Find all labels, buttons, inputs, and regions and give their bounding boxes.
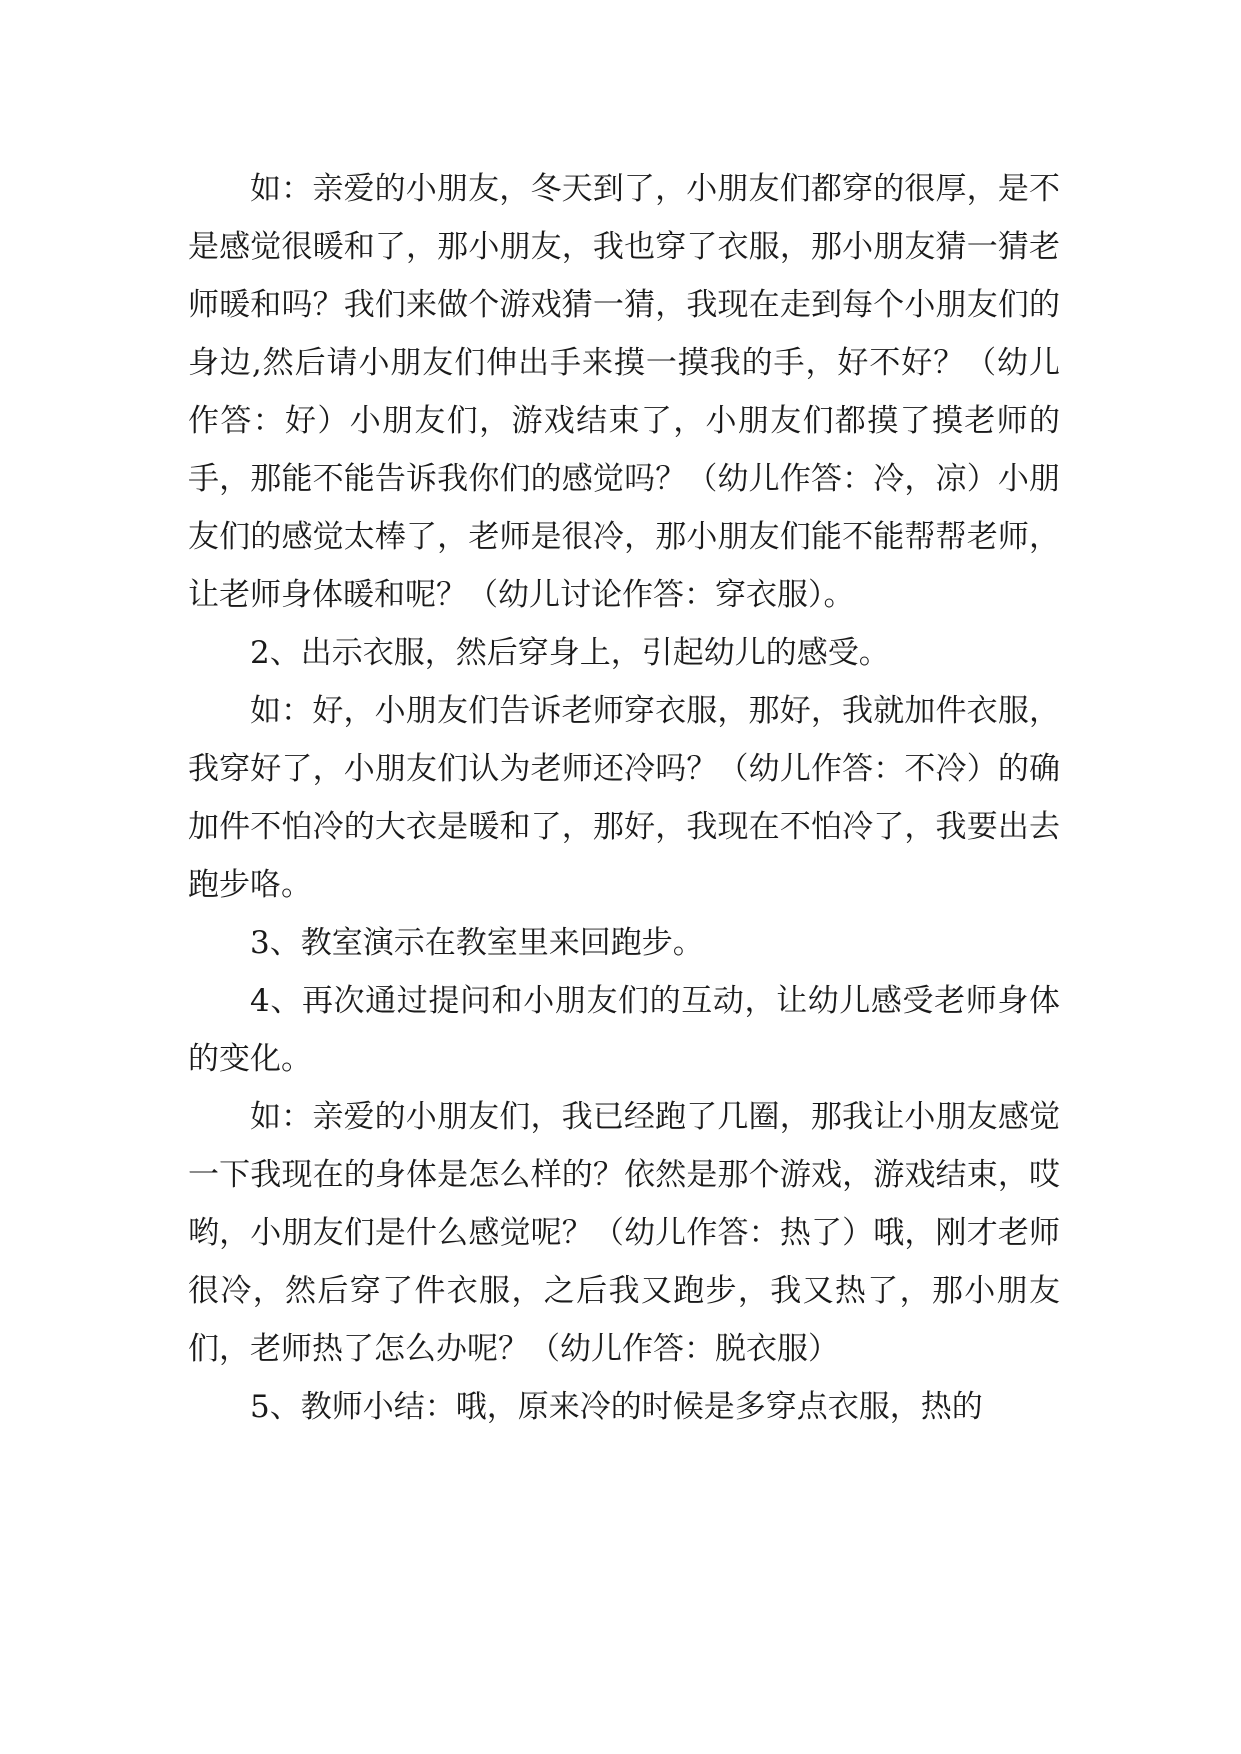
paragraph-step-3: 3、教室演示在教室里来回跑步。 — [250, 925, 704, 961]
document-body — [188, 160, 1060, 1436]
paragraph-step-2-example: 如：好，小朋友们告诉老师穿衣服，那好，我就加件衣服，我穿好了，小朋友们认为老师还冷吗？（幼儿作答：不冷）的确加件不怕冷的大衣是暖和了，那好，我现在不怕冷了，我要出去跑步咯。 — [188, 693, 1060, 903]
paragraph-step-5: 5、教师小结：哦，原来冷的时候是多穿点衣服，热的 — [250, 1389, 983, 1425]
paragraph-step-4-example: 如：亲爱的小朋友们，我已经跑了几圈，那我让小朋友感觉一下我现在的身体是怎么样的？依然是那个游戏，游戏结束，哎哟，小朋友们是什么感觉呢？（幼儿作答：热了）哦，刚才老师很冷，然后穿了件衣服，之后我又跑步，我又热了，那小朋友们，老师热了怎么办呢？（幼儿作答：脱衣服） — [188, 1099, 1060, 1367]
paragraph-step-2: 2、出示衣服，然后穿身上，引起幼儿的感受。 — [250, 635, 890, 671]
paragraph-intro-game: 如：亲爱的小朋友，冬天到了，小朋友们都穿的很厚，是不是感觉很暖和了，那小朋友，我也穿了衣服，那小朋友猜一猜老师暖和吗？我们来做个游戏猜一猜，我现在走到每个小朋友们的身边,然后请小朋友们伸出手来摸一摸我的手，好不好？（幼儿作答：好）小朋友们，游戏结束了，小朋友们都摸了摸老师的手，那能不能告诉我你们的感觉吗？（幼儿作答：冷，凉）小朋友们的感觉太棒了，老师是很冷，那小朋友们能不能帮帮老师，让老师身体暖和呢？（幼儿讨论作答：穿衣服）。 — [188, 171, 1060, 613]
paragraph-step-4: 4、再次通过提问和小朋友们的互动，让幼儿感受老师身体的变化。 — [188, 983, 1060, 1077]
